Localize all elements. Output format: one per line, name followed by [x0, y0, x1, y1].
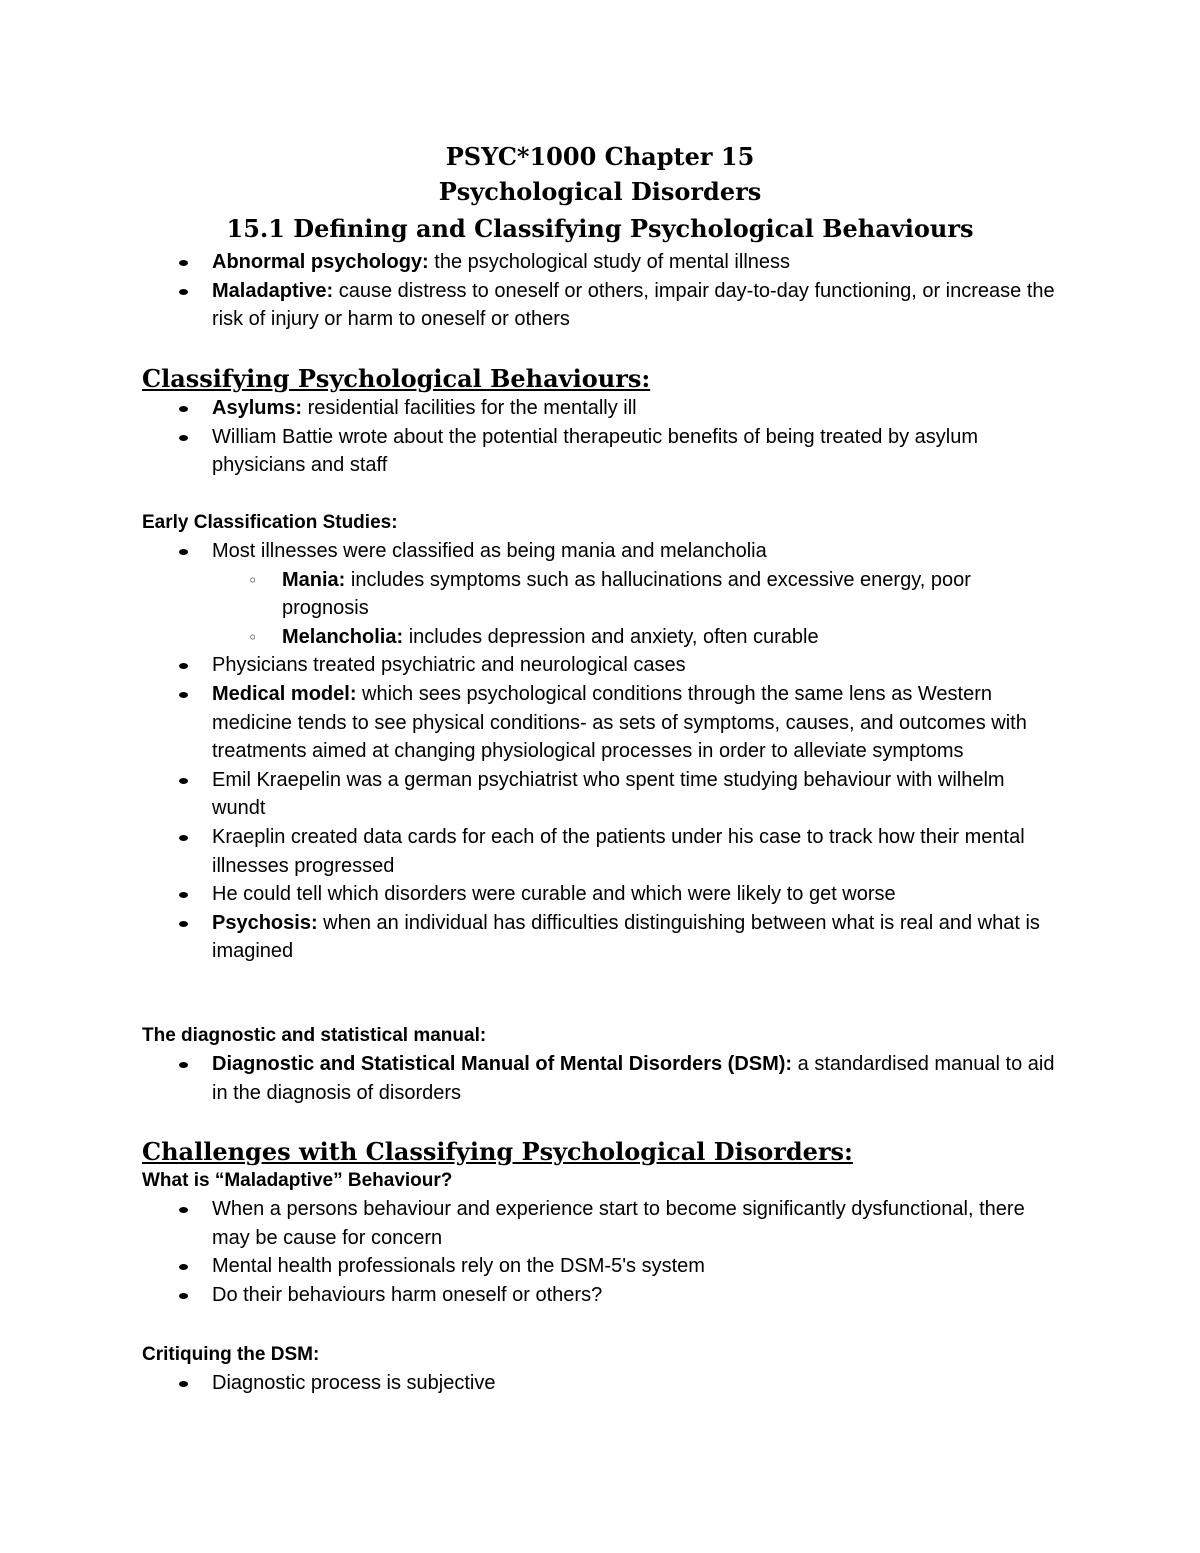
subsection-heading: Critiquing the DSM:	[142, 1344, 320, 1365]
list-item: Mental health professionals rely on the DSM-5's system	[212, 1252, 1062, 1281]
title-block	[0, 140, 1200, 248]
critique-list	[142, 1369, 1062, 1398]
challenges-section	[142, 1137, 1062, 1309]
list-item: Medical model: which sees psychological conditions through the same lens as Western medicine tends to see physical conditions- as sets of symptoms, causes, and outcomes with treatments aimed at changing physiological processes in order to alleviate symptoms	[212, 680, 1062, 766]
subsection-heading: What is “Maladaptive” Behaviour?	[142, 1170, 453, 1191]
list-item: William Battie wrote about the potential therapeutic benefits of being treated by asylum physicians and staff	[212, 423, 1062, 480]
list-item: Do their behaviours harm oneself or others?	[212, 1281, 1062, 1310]
course-title: PSYC*1000 Chapter 15	[445, 142, 755, 171]
subsection-heading: Early Classification Studies:	[142, 512, 398, 533]
intro-section	[142, 248, 1062, 334]
section-heading: Classifying Psychological Behaviours:	[142, 364, 651, 393]
challenges-list	[142, 1195, 1062, 1309]
list-item: Kraeplin created data cards for each of the patients under his case to track how their mental illnesses progressed	[212, 823, 1062, 880]
sub-list-item: ◦ Mania: includes symptoms such as hallucinations and excessive energy, poor prognosis	[282, 566, 1062, 623]
early-section	[142, 509, 1062, 966]
dsm-section	[142, 1022, 1062, 1107]
list-item: Asylums: residential facilities for the mentally ill	[212, 394, 1062, 423]
list-item: Psychosis: when an individual has difficulties distinguishing between what is real and what is imagined	[212, 909, 1062, 966]
list-item: When a persons behaviour and experience start to become significantly dysfunctional, there may be cause for concern	[212, 1195, 1062, 1252]
classifying-list	[142, 394, 1062, 480]
early-sublist	[212, 566, 1062, 652]
section-title: 15.1 Defining and Classifying Psychological Behaviours	[226, 214, 974, 243]
list-item: Diagnostic process is subjective	[212, 1369, 1062, 1398]
intro-list	[142, 248, 1062, 334]
list-item: Emil Kraepelin was a german psychiatrist who spent time studying behaviour with wilhelm wundt	[212, 766, 1062, 823]
list-item: Diagnostic and Statistical Manual of Mental Disorders (DSM): a standardised manual to aid in the diagnosis of disorders	[212, 1050, 1062, 1107]
section-heading: Challenges with Classifying Psychological Disorders:	[142, 1137, 853, 1166]
classifying-section	[142, 364, 1062, 480]
early-list	[142, 537, 1062, 966]
list-item: Physicians treated psychiatric and neurological cases	[212, 651, 1062, 680]
dsm-list	[142, 1050, 1062, 1107]
chapter-title: Psychological Disorders	[438, 177, 762, 206]
list-item: He could tell which disorders were curable and which were likely to get worse	[212, 880, 1062, 909]
critique-section	[142, 1341, 1062, 1398]
subsection-heading: The diagnostic and statistical manual:	[142, 1025, 487, 1046]
list-item: Abnormal psychology: the psychological study of mental illness	[212, 248, 1062, 277]
list-item: Most illnesses were classified as being mania and melancholia ◦ Mania: includes symptoms such as hallucinations and excessive energy, poor prognosis ◦ Melancholia: includes depression and anxiety, often curable	[212, 537, 1062, 651]
list-item: Maladaptive: cause distress to oneself or others, impair day-to-day functioning, or increase the risk of injury or harm to oneself or others	[212, 277, 1062, 334]
sub-list-item: ◦ Melancholia: includes depression and anxiety, often curable	[282, 623, 1062, 652]
